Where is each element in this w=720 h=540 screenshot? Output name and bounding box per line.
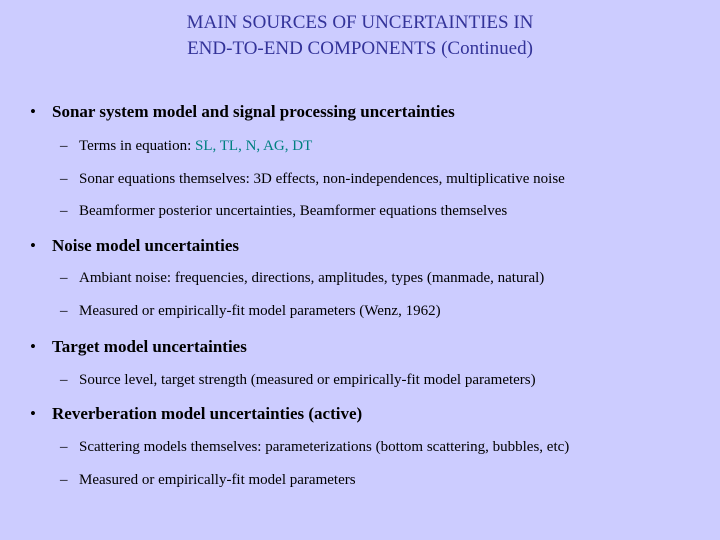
bullet-target-model bbox=[30, 337, 247, 357]
sub-item-text: Measured or empirically-fit model parameters bbox=[79, 472, 356, 488]
sub-item-text: Source level, target strength (measured or empirically-fit model parameters) bbox=[79, 372, 536, 388]
slide-title-line-2: END-TO-END COMPONENTS (Continued) bbox=[187, 38, 533, 59]
sub-item-text: Ambiant noise: frequencies, directions, amplitudes, types (manmade, natural) bbox=[79, 270, 545, 286]
sub-item-source-level bbox=[60, 372, 536, 389]
sub-item-sonar-equations bbox=[60, 171, 565, 188]
bullet-reverberation-model bbox=[30, 404, 362, 424]
sub-item-text: Measured or empirically-fit model parameters (Wenz, 1962) bbox=[79, 303, 441, 319]
sub-item-beamformer bbox=[60, 203, 507, 220]
section-heading: Target model uncertainties bbox=[52, 337, 247, 356]
sub-item-measured-params bbox=[60, 472, 356, 489]
sub-item-highlight: SL, TL, N, AG, DT bbox=[195, 138, 313, 154]
bullet-sonar-system bbox=[30, 102, 455, 122]
sub-item-text: Beamformer posterior uncertainties, Beamformer equations themselves bbox=[79, 203, 508, 219]
sub-item-terms bbox=[60, 138, 312, 155]
bullet-icon: • bbox=[30, 337, 36, 356]
sub-item-prefix: Terms in equation: bbox=[79, 138, 196, 154]
bullet-icon: • bbox=[30, 102, 36, 121]
slide-title-line-1: MAIN SOURCES OF UNCERTAINTIES IN bbox=[186, 12, 534, 33]
sub-item-text: Sonar equations themselves: 3D effects, non-independences, multiplicative noise bbox=[79, 171, 565, 187]
section-heading: Sonar system model and signal processing uncertainties bbox=[52, 102, 455, 121]
sub-item-scattering-models bbox=[60, 439, 569, 456]
sub-item-text: Scattering models themselves: parameterizations (bottom scattering, bubbles, etc) bbox=[79, 439, 570, 455]
sub-item-wenz bbox=[60, 303, 441, 320]
bullet-icon: • bbox=[30, 404, 36, 423]
dash-icon: – bbox=[60, 472, 68, 488]
dash-icon: – bbox=[60, 372, 68, 388]
slide-title bbox=[0, 10, 720, 62]
section-heading: Reverberation model uncertainties (active) bbox=[52, 404, 363, 423]
dash-icon: – bbox=[60, 270, 68, 286]
dash-icon: – bbox=[60, 203, 68, 219]
dash-icon: – bbox=[60, 439, 68, 455]
dash-icon: – bbox=[60, 303, 68, 319]
dash-icon: – bbox=[60, 138, 68, 154]
bullet-icon: • bbox=[30, 236, 36, 255]
dash-icon: – bbox=[60, 171, 68, 187]
sub-item-ambiant-noise bbox=[60, 270, 544, 287]
section-heading: Noise model uncertainties bbox=[52, 236, 239, 255]
bullet-noise-model bbox=[30, 236, 239, 256]
